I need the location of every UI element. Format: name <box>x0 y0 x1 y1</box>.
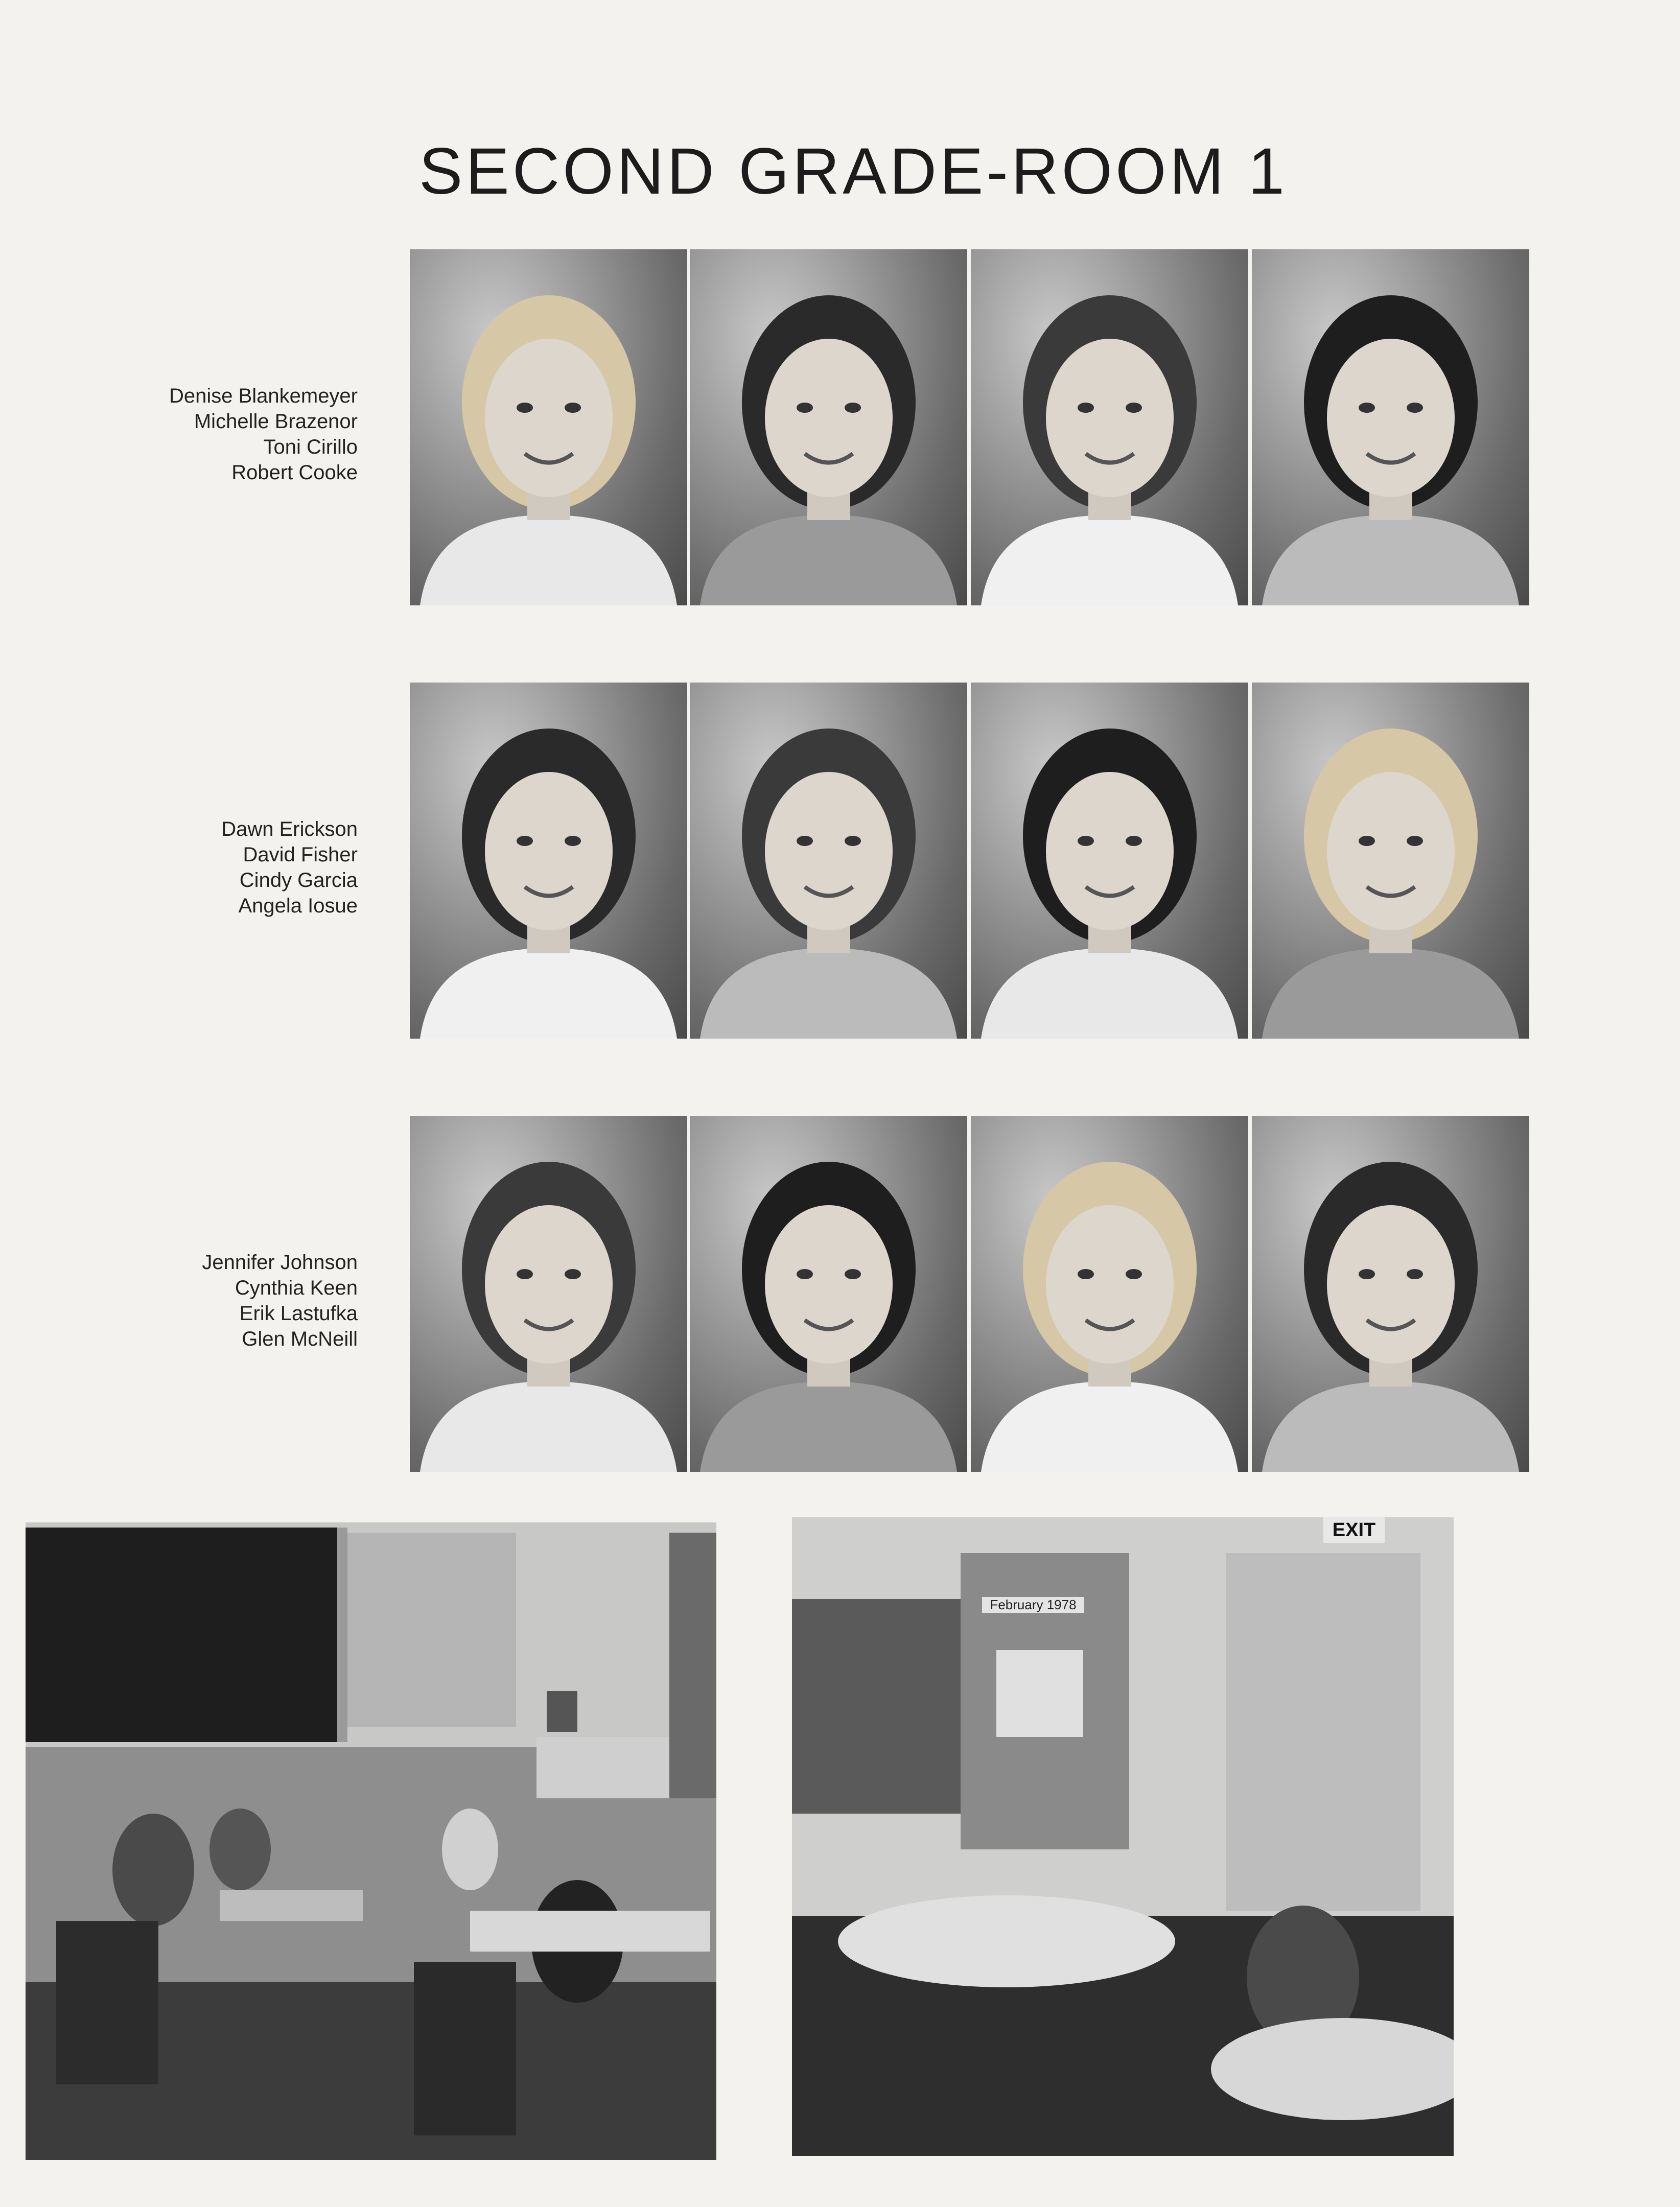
student-portrait <box>1252 683 1529 1039</box>
student-name: Angela Iosue <box>238 895 358 917</box>
bulletin-board <box>347 1533 516 1727</box>
student-portrait <box>1252 1116 1529 1472</box>
calendar-label: February 1978 <box>982 1597 1084 1613</box>
student-portrait <box>1252 249 1529 605</box>
student-portrait <box>690 1116 967 1472</box>
classroom-photo-right <box>792 1517 1454 2156</box>
student-portrait <box>410 249 687 605</box>
student-name: Cynthia Keen <box>235 1277 358 1299</box>
student-portrait <box>971 683 1248 1039</box>
calendar <box>996 1650 1083 1737</box>
student-portrait <box>410 1116 687 1472</box>
chalkboard <box>26 1528 337 1742</box>
door <box>1226 1553 1420 1911</box>
student-portrait <box>971 1116 1248 1472</box>
classroom-photo-left <box>26 1522 716 2160</box>
name-list-row-2 <box>92 816 358 919</box>
bulletin-board-left <box>792 1599 961 1814</box>
student-name: Robert Cooke <box>231 461 358 484</box>
exit-sign: EXIT <box>1332 1519 1376 1541</box>
student-portrait <box>690 683 967 1039</box>
student-name: Jennifer Johnson <box>202 1251 358 1274</box>
student-name: Toni Cirillo <box>263 436 358 458</box>
student-name: Michelle Brazenor <box>194 410 358 433</box>
student-name: David Fisher <box>243 843 358 866</box>
name-list-row-1 <box>92 383 358 485</box>
student-name: Cindy Garcia <box>239 869 358 891</box>
name-list-row-3 <box>92 1250 358 1352</box>
student-portrait <box>410 683 687 1039</box>
student-portrait <box>690 249 967 605</box>
student-name: Denise Blankemeyer <box>169 385 358 407</box>
student-name: Glen McNeill <box>242 1328 358 1350</box>
student-name: Dawn Erickson <box>221 818 358 840</box>
student-name: Erik Lastufka <box>239 1302 358 1325</box>
page-title: SECOND GRADE-ROOM 1 <box>419 135 1288 208</box>
student-portrait <box>971 249 1248 605</box>
